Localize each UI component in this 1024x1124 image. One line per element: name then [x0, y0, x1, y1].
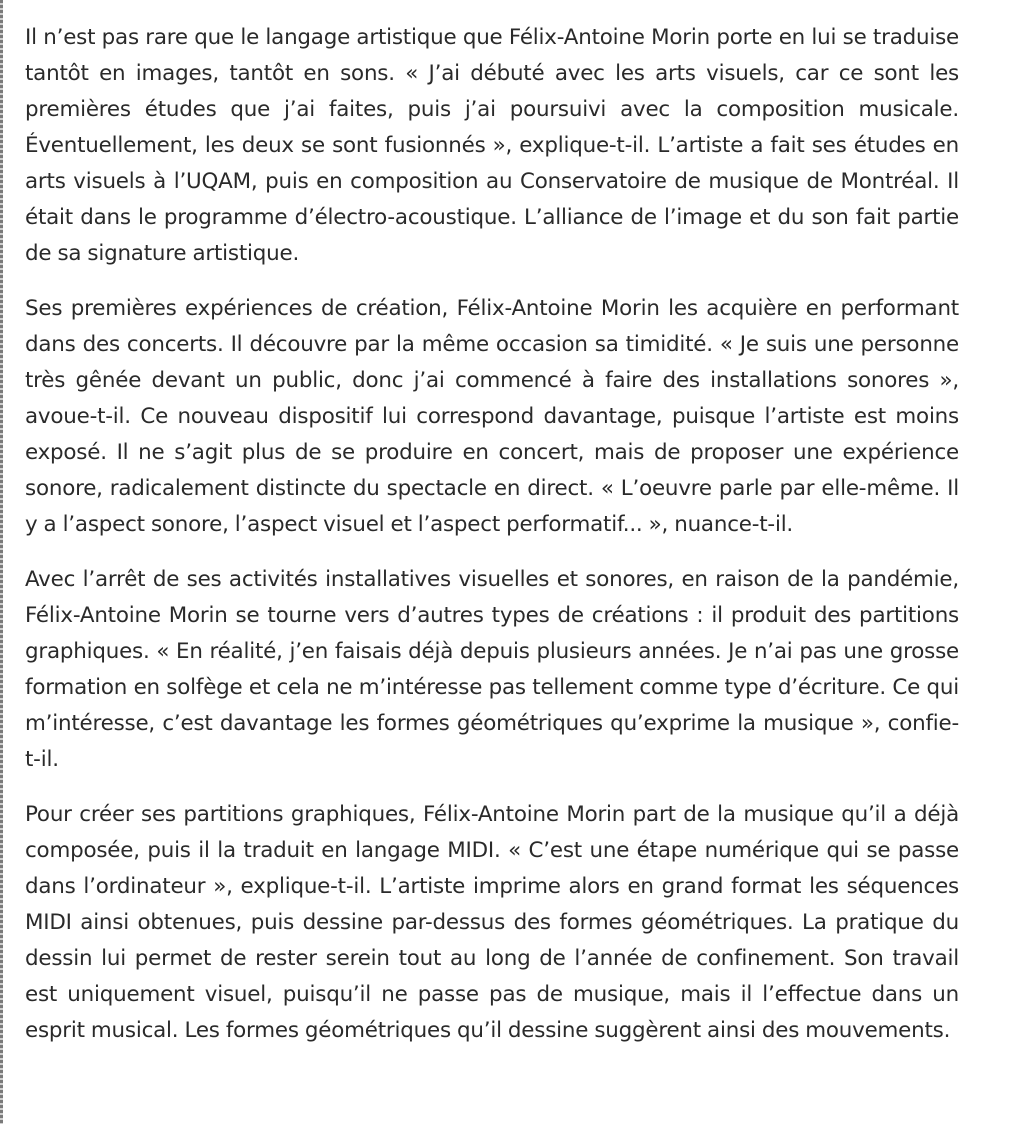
article-paragraph-4: Pour créer ses partitions graphiques, Félix-Antoine Morin part de la musique qu’il a déjà composée, puis il la traduit en langage MIDI. « C’est une étape numérique qui se passe dans l’ordinateur », explique-t-il. L’artiste imprime alors en grand format les séquences MIDI ainsi obtenues, puis dessine par-dessus des formes géométriques. La pratique du dessin lui permet de rester serein tout au long de l’année de confinement. Son travail est uniquement visuel, puisqu’il ne passe pas de musique, mais il l’effectue dans un esprit musical. Les formes géométriques qu’il dessine suggèrent ainsi des mouvements. [25, 802, 959, 1043]
article-paragraph-1: Il n’est pas rare que le langage artistique que Félix-Antoine Morin porte en lui se traduise tantôt en images, tantôt en sons. « J’ai débuté avec les arts visuels, car ce sont les premières études que j’ai faites, puis j’ai poursuivi avec la composition musicale. Éventuellement, les deux se sont fusionnés », explique-t-il. L’artiste a fait ses études en arts visuels à l’UQAM, puis en composition au Conservatoire de musique de Montréal. Il était dans le programme d’électro-acoustique. L’alliance de l’image et du son fait partie de sa signature artistique. [25, 25, 959, 266]
article-body [25, 20, 959, 1068]
left-border-rule [0, 0, 3, 1124]
article-paragraph-2: Ses premières expériences de création, Félix-Antoine Morin les acquière en performant dans des concerts. Il découvre par la même occasion sa timidité. « Je suis une personne très gênée devant un public, donc j’ai commencé à faire des installations sonores », avoue-t-il. Ce nouveau dispositif lui correspond davantage, puisque l’artiste est moins exposé. Il ne s’agit plus de se produire en concert, mais de proposer une expérience sonore, radicalement distincte du spectacle en direct. « L’oeuvre parle par elle-même. Il y a l’aspect sonore, l’aspect visuel et l’aspect performatif... », nuance-t-il. [25, 296, 959, 537]
article-paragraph-3: Avec l’arrêt de ses activités installatives visuelles et sonores, en raison de la pandémie, Félix-Antoine Morin se tourne vers d’autres types de créations : il produit des partitions graphiques. « En réalité, j’en faisais déjà depuis plusieurs années. Je n’ai pas une grosse formation en solfège et cela ne m’intéresse pas tellement comme type d’écriture. Ce qui m’intéresse, c’est davantage les formes géométriques qu’exprime la musique », confie-t-il. [25, 567, 959, 772]
